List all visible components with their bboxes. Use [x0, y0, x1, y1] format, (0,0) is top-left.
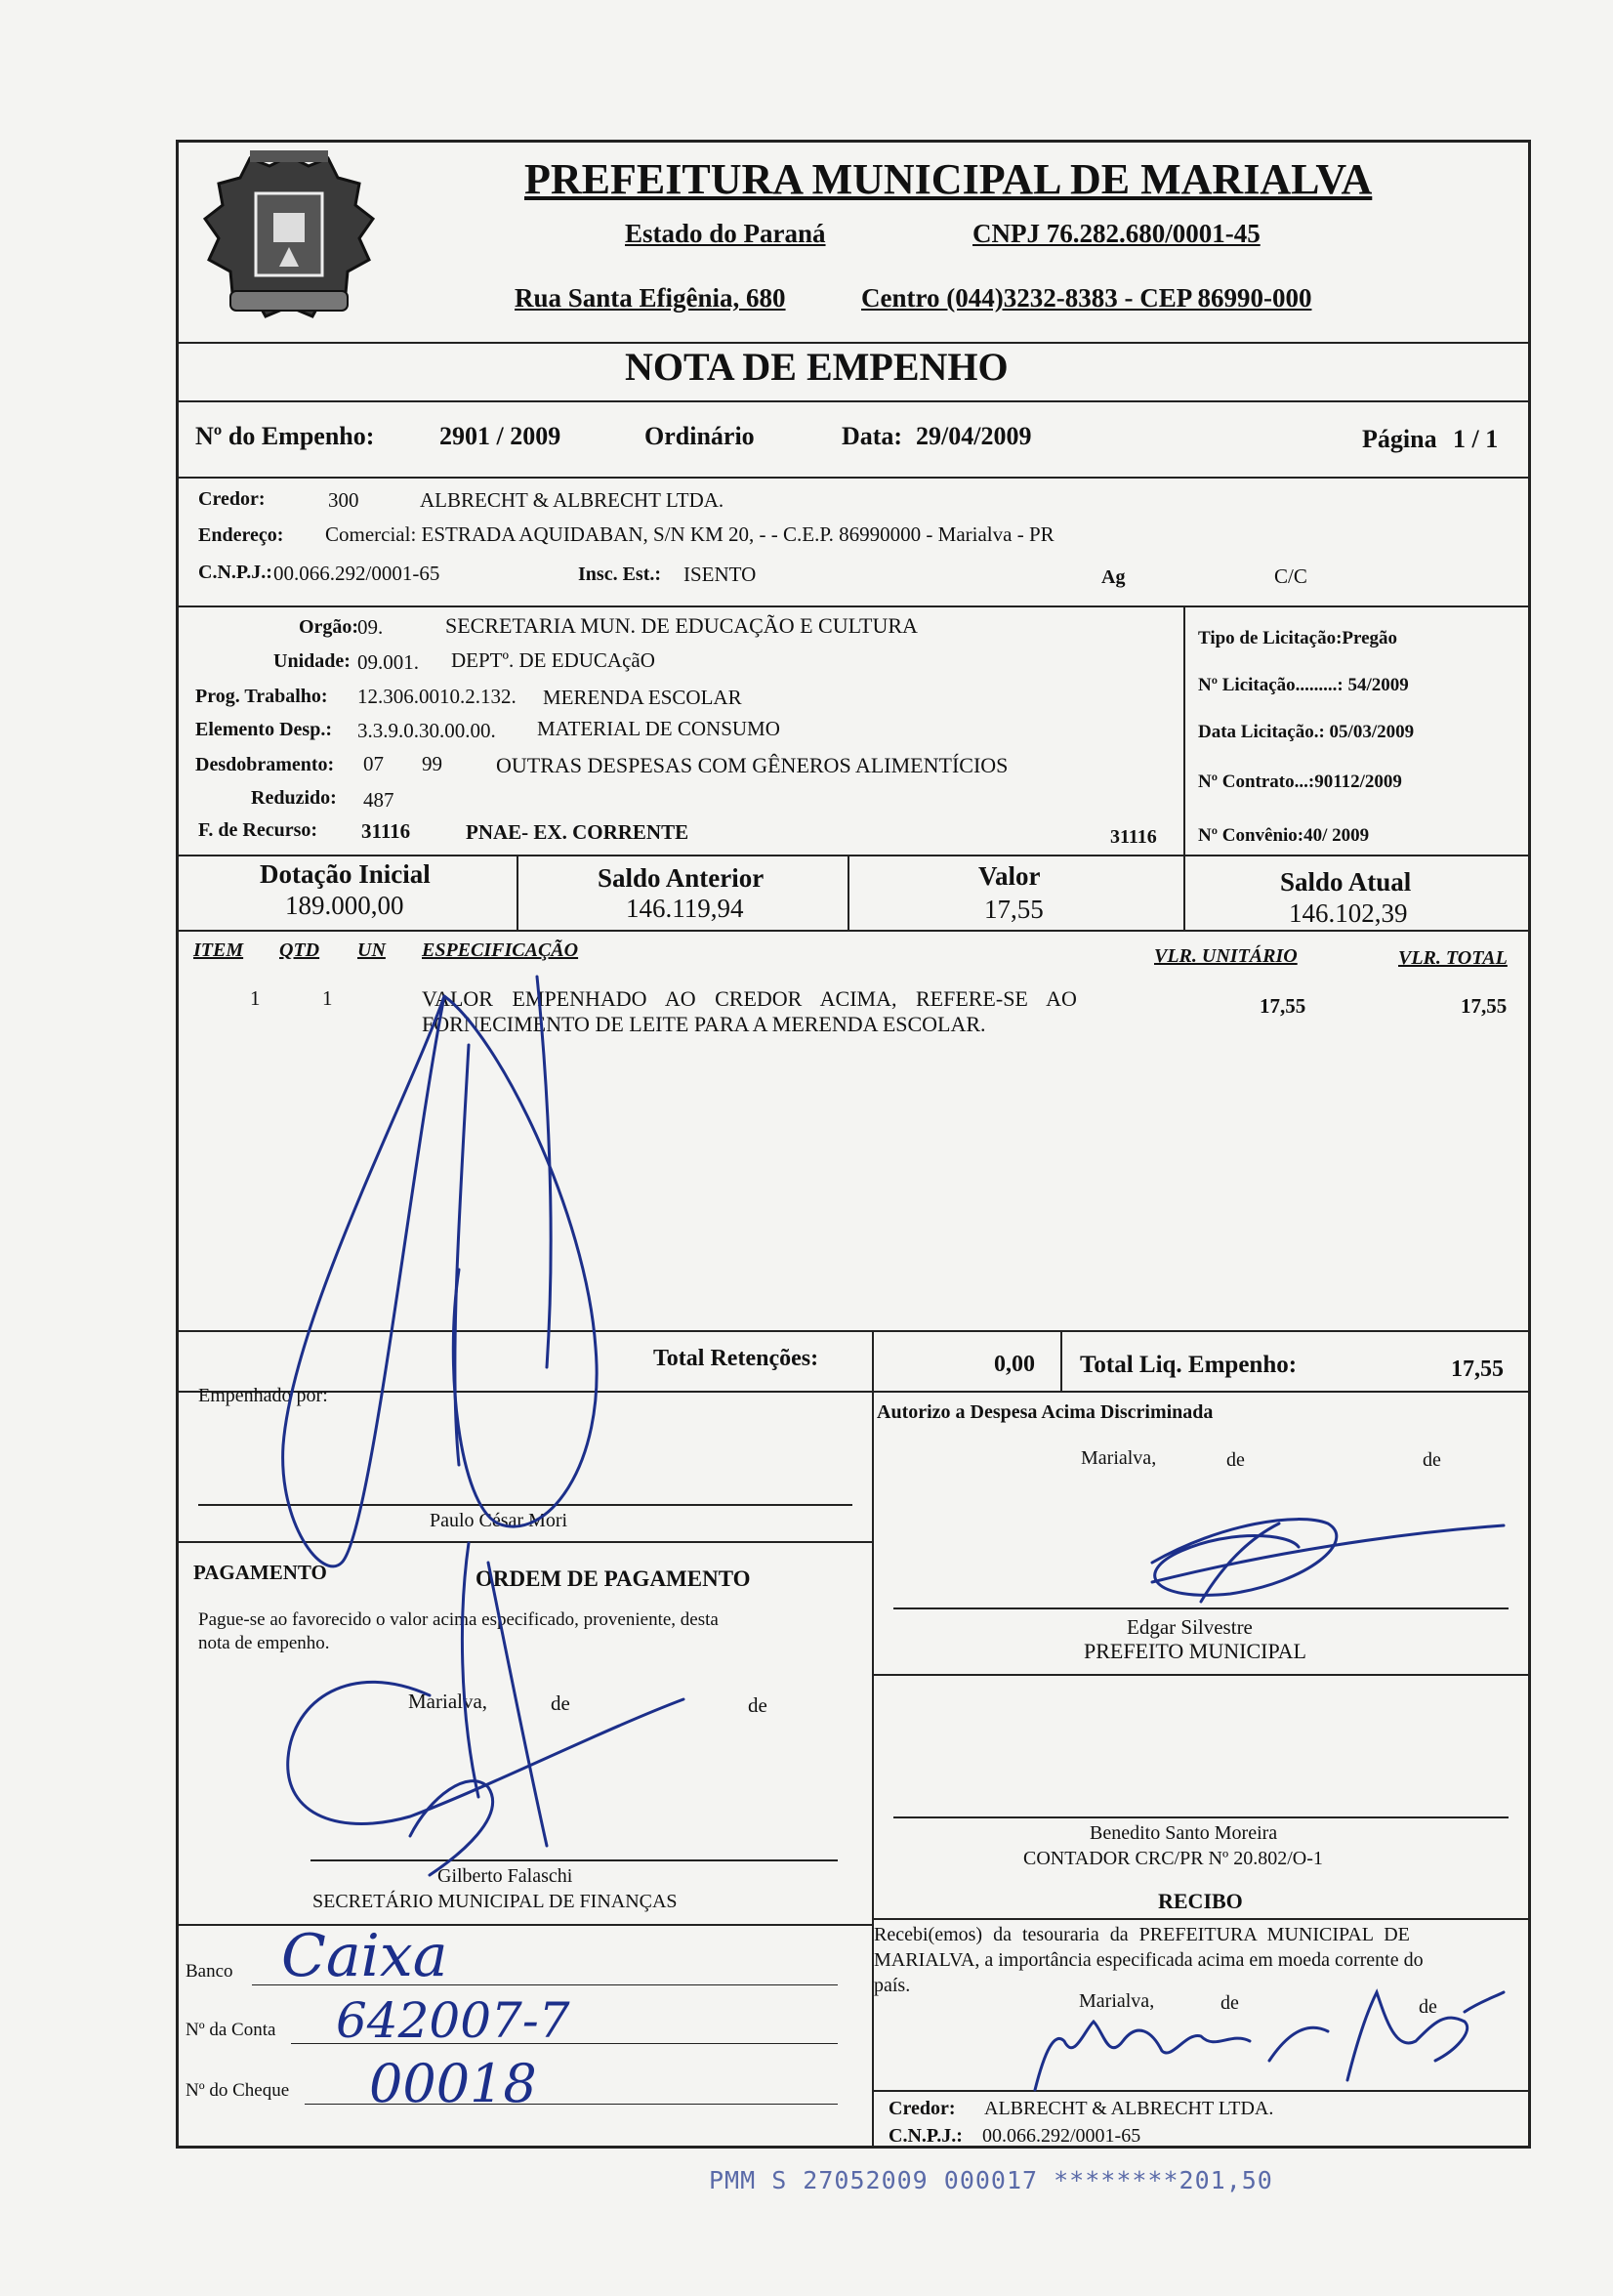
orgao-name: SECRETARIA MUN. DE EDUCAÇÃO E CULTURA: [445, 613, 918, 638]
conta-handwritten: 642007-7: [336, 1992, 570, 2049]
pague-text-line2: nota de empenho.: [198, 1633, 330, 1653]
unidade-code: 09.001.: [357, 650, 419, 674]
recurso-name: PNAE- EX. CORRENTE: [466, 820, 689, 844]
date-label: Data:: [842, 422, 903, 450]
unidade-name: DEPTº. DE EDUCAçãO: [451, 648, 655, 672]
desdobramento-code2: 99: [422, 752, 442, 775]
total-liquido-value: 17,55: [1451, 1357, 1504, 1382]
recibo-title: RECIBO: [1158, 1889, 1243, 1913]
numero-convenio: Nº Convênio:40/ 2009: [1198, 825, 1370, 846]
col-qtd-header: QTD: [279, 939, 320, 961]
saldo-atual-label: Saldo Atual: [1280, 867, 1412, 897]
reduzido-label: Reduzido:: [251, 787, 337, 809]
desdobramento-code1: 07: [363, 752, 384, 775]
prefeito-name: Edgar Silvestre: [1127, 1615, 1253, 1639]
orgao-label: Orgão:: [299, 616, 359, 638]
saldo-anterior-value: 146.119,94: [626, 894, 744, 923]
prog-code: 12.306.0010.2.132.: [357, 685, 517, 708]
contador-name: Benedito Santo Moreira: [1090, 1822, 1278, 1844]
total-liquido-label: Total Liq. Empenho:: [1080, 1352, 1298, 1378]
dotacao-inicial-value: 189.000,00: [285, 891, 404, 920]
credor-cnpj: 00.066.292/0001-65: [273, 562, 440, 585]
prog-label: Prog. Trabalho:: [195, 686, 328, 707]
right-marialva-label: Marialva,: [1081, 1447, 1157, 1469]
valor-value: 17,55: [984, 895, 1044, 924]
state-label: Estado do Paraná: [625, 219, 826, 248]
row-qtd: 1: [322, 986, 333, 1010]
recibo-text-line1: Recebi(emos) da tesouraria da PREFEITURA MUNICIPAL DE: [874, 1924, 1410, 1945]
unidade-label: Unidade:: [273, 650, 351, 672]
recurso-label: F. de Recurso:: [198, 819, 318, 841]
row-unit-value: 17,55: [1260, 994, 1306, 1018]
right-de-1: de: [1226, 1449, 1245, 1471]
banco-handwritten: Caixa: [281, 1922, 448, 1990]
recurso-code-2: 31116: [1110, 826, 1157, 848]
col-total-header: VLR. TOTAL: [1398, 947, 1508, 969]
saldo-atual-value: 146.102,39: [1289, 898, 1408, 928]
address-field-label: Endereço:: [198, 524, 284, 546]
cheque-handwritten: 00018: [369, 2053, 537, 2114]
banco-label: Banco: [186, 1961, 233, 1982]
document-title: NOTA DE EMPENHO: [625, 345, 1009, 389]
right-de-2: de: [1423, 1449, 1441, 1471]
recibo-marialva-label: Marialva,: [1079, 1990, 1155, 2012]
cc-label: C/C: [1274, 564, 1307, 588]
col-un-header: UN: [357, 939, 386, 961]
credor-code: 300: [328, 488, 359, 512]
prog-name: MERENDA ESCOLAR: [543, 686, 742, 709]
reduzido-value: 487: [363, 788, 394, 812]
cnpj-label: CNPJ 76.282.680/0001-45: [972, 219, 1261, 248]
row-item: 1: [250, 986, 261, 1010]
desdobramento-label: Desdobramento:: [195, 754, 335, 775]
payment-stamp: PMM S 27052009 000017 ********201,50: [709, 2166, 1273, 2194]
secretario-title: SECRETÁRIO MUNICIPAL DE FINANÇAS: [312, 1891, 678, 1912]
recibo-credor-label: Credor:: [889, 2098, 956, 2119]
recibo-cnpj-value: 00.066.292/0001-65: [982, 2125, 1141, 2147]
ordem-pagamento-label: ORDEM DE PAGAMENTO: [476, 1566, 751, 1591]
elemento-code: 3.3.9.0.30.00.00.: [357, 719, 496, 742]
secretario-name: Gilberto Falaschi: [437, 1865, 573, 1887]
ag-label: Ag: [1101, 566, 1126, 588]
prefeito-title: PREFEITO MUNICIPAL: [1084, 1639, 1306, 1663]
page-label: Página: [1362, 425, 1437, 453]
contact-label: Centro (044)3232-8383 - CEP 86990-000: [861, 283, 1312, 313]
saldo-anterior-label: Saldo Anterior: [598, 863, 765, 893]
autorizo-label: Autorizo a Despesa Acima Discriminada: [877, 1401, 1214, 1423]
col-item-header: ITEM: [193, 939, 244, 961]
total-retencoes-label: Total Retenções:: [653, 1346, 819, 1371]
page-title: PREFEITURA MUNICIPAL DE MARIALVA: [524, 155, 1373, 203]
pague-text-line1: Pague-se ao favorecido o valor acima especificado, proveniente, desta: [198, 1609, 719, 1630]
page-number: 1 / 1: [1453, 425, 1499, 453]
recurso-code: 31116: [361, 819, 411, 843]
empenho-type: Ordinário: [644, 422, 755, 450]
elemento-label: Elemento Desp.:: [195, 719, 332, 740]
data-licitacao: Data Licitação.: 05/03/2009: [1198, 722, 1415, 742]
tipo-licitacao: Tipo de Licitação:Pregão: [1198, 628, 1398, 648]
recibo-de-2: de: [1419, 1996, 1437, 2018]
address-label: Rua Santa Efigênia, 680: [515, 283, 786, 313]
row-total-value: 17,55: [1461, 994, 1508, 1018]
recibo-cnpj-label: C.N.P.J.:: [889, 2125, 963, 2147]
dotacao-inicial-label: Dotação Inicial: [260, 859, 431, 889]
recibo-de-1: de: [1220, 1992, 1239, 2014]
col-unitario-header: VLR. UNITÁRIO: [1154, 945, 1298, 967]
numero-contrato: Nº Contrato...:90112/2009: [1198, 772, 1402, 792]
insc-value: ISENTO: [683, 563, 757, 586]
contador-title: CONTADOR CRC/PR Nº 20.802/O-1: [1023, 1848, 1323, 1869]
left-de-1: de: [551, 1691, 570, 1715]
credor-name: ALBRECHT & ALBRECHT LTDA.: [420, 488, 724, 512]
empenhado-por-label: Empenhado por:: [198, 1385, 328, 1406]
left-marialva-label: Marialva,: [408, 1690, 488, 1713]
orgao-code: 09.: [357, 615, 384, 639]
col-especificacao-header: ESPECIFICAÇÃO: [422, 939, 579, 961]
desdobramento-name: OUTRAS DESPESAS COM GÊNEROS ALIMENTÍCIOS: [496, 753, 1009, 777]
recibo-text-line2: MARIALVA, a importância especificada acima em moeda corrente do: [874, 1949, 1424, 1971]
row-description-line1: VALOR EMPENHADO AO CREDOR ACIMA, REFERE-SE AO: [422, 986, 1077, 1011]
date-value: 29/04/2009: [916, 422, 1032, 450]
total-retencoes-value: 0,00: [994, 1352, 1035, 1377]
elemento-name: MATERIAL DE CONSUMO: [537, 717, 780, 740]
credor-address: Comercial: ESTRADA AQUIDABAN, S/N KM 20, - - C.E.P. 86990000 - Marialva - PR: [325, 522, 1055, 546]
pagamento-label: PAGAMENTO: [193, 1561, 327, 1584]
empenho-number-label: Nº do Empenho:: [195, 422, 375, 450]
credor-cnpj-label: C.N.P.J.:: [198, 562, 272, 583]
credor-label: Credor:: [198, 488, 266, 510]
conta-label: Nº da Conta: [186, 2020, 276, 2040]
empenho-number: 2901 / 2009: [439, 422, 561, 450]
recibo-text-line3: país.: [874, 1975, 911, 1996]
empenhado-name: Paulo César Mori: [430, 1510, 568, 1531]
valor-label: Valor: [978, 861, 1041, 891]
left-de-2: de: [748, 1693, 767, 1717]
numero-licitacao: Nº Licitação.........: 54/2009: [1198, 675, 1409, 695]
cheque-label: Nº do Cheque: [186, 2080, 290, 2101]
insc-label: Insc. Est.:: [578, 564, 662, 585]
recibo-credor-value: ALBRECHT & ALBRECHT LTDA.: [984, 2098, 1274, 2119]
row-description-line2: FORNECIMENTO DE LEITE PARA A MERENDA ESCOLAR.: [422, 1012, 986, 1036]
